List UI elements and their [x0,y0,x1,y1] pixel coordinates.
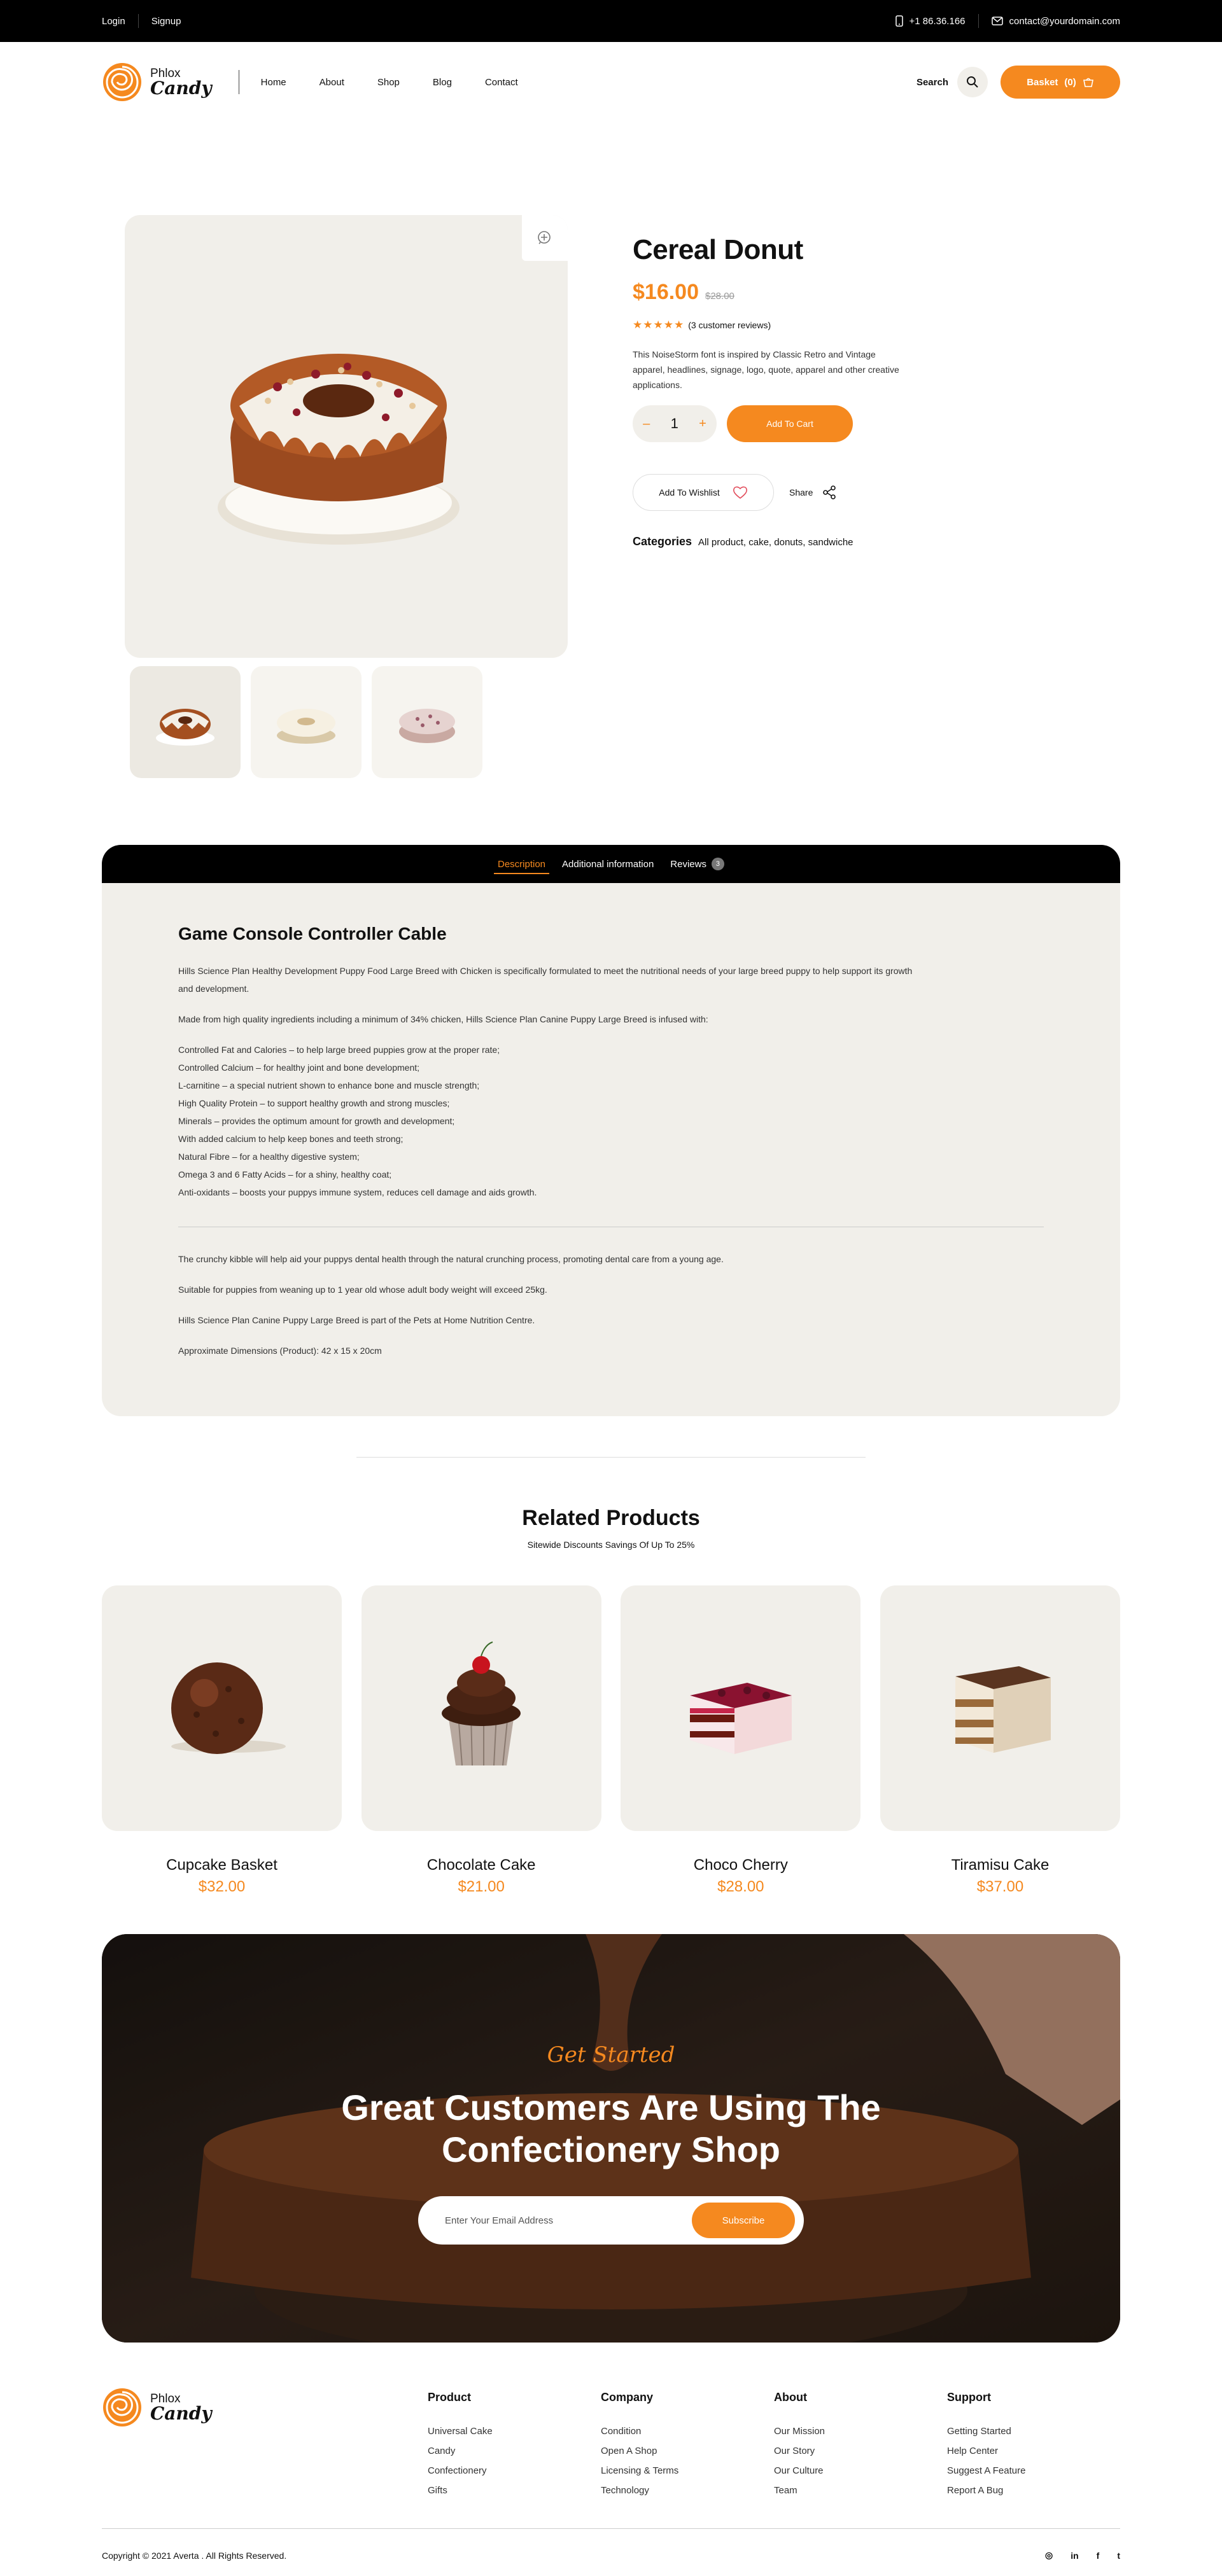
zoom-in-icon [537,230,553,246]
footer-column-title: Product [428,2391,472,2404]
logo-line1: Phlox [150,2392,181,2405]
donut-cake-thumb [150,693,220,751]
footer-column-title: Support [947,2391,991,2404]
product-image[interactable] [102,1585,342,1831]
related-products-section [0,1458,1222,1896]
list-item: L-carnitine – a special nutrient shown to enhance bone and muscle strength; [178,1080,480,1090]
phone-icon [895,15,903,27]
divider [102,2528,1120,2529]
footer-link[interactable]: Candy [428,2446,456,2456]
subscribe-button[interactable]: Subscribe [692,2203,795,2238]
basket-label: Basket [1027,76,1058,88]
choco-cherry-cake-image [671,1645,811,1772]
email-input[interactable] [445,2215,692,2226]
product-info [633,234,932,548]
banner-title: Great Customers Are Using The Confectionery Shop [341,2087,881,2169]
cream-cake-thumb [271,693,341,751]
footer-column-support [947,2391,1120,2505]
categories-value[interactable]: All product, cake, donuts, sandwiche [698,537,853,548]
product-old-price: $28.00 [705,291,734,302]
footer-column-company [601,2391,774,2505]
list-item: Omega 3 and 6 Fatty Acids – for a shiny, healthy coat; [178,1169,392,1180]
related-title: Related Products [522,1506,700,1530]
basket-count: (0) [1064,76,1076,88]
reviews-link[interactable]: (3 customer reviews) [688,320,771,330]
list-item: Minerals – provides the optimum amount for growth and development; [178,1116,455,1126]
tab-bar [102,845,1120,883]
phone-info [895,15,966,27]
product-price: $16.00 [633,280,699,304]
footer-link[interactable]: Confectionery [428,2465,487,2476]
categories-label: Categories [633,535,692,548]
description-paragraph: Made from high quality ingredients including a minimum of 34% chicken, Hills Science Plan Canine Puppy Large Breed is infused with: [178,1014,708,1024]
logo-line2: Candy [150,77,212,99]
instagram-icon[interactable]: ◎ [1044,2550,1053,2560]
product-section [0,122,1222,845]
footer-link[interactable]: Open A Shop [601,2446,657,2456]
donut-cake-image [125,215,568,658]
nav-contact[interactable]: Contact [484,76,518,88]
nav-about[interactable]: About [319,76,344,88]
nav-shop[interactable]: Shop [377,76,400,88]
footer-link[interactable]: Licensing & Terms [601,2465,679,2476]
wishlist-label: Add To Wishlist [659,487,720,498]
description-paragraph: Suitable for puppies from weaning up to 1 year old whose adult body weight will exceed 25kg. [178,1285,547,1295]
thumbnail-3[interactable] [372,666,482,778]
twitter-icon[interactable]: t [1117,2550,1120,2561]
share-icon [822,485,837,500]
add-to-cart-button[interactable]: Add To Cart [727,405,853,442]
search-area[interactable] [916,67,988,97]
site-footer [102,2382,1120,2576]
list-item: Anti-oxidants – boosts your puppys immune system, reduces cell damage and aids growth. [178,1187,537,1197]
description-paragraph: Approximate Dimensions (Product): 42 x 15 x 20cm [178,1346,382,1356]
share-button[interactable] [789,485,837,500]
ingredient-list [178,1041,1044,1201]
footer-link[interactable]: Help Center [947,2446,999,2456]
divider [138,14,139,28]
description-paragraph: Hills Science Plan Canine Puppy Large Breed is part of the Pets at Home Nutrition Centre. [178,1315,535,1325]
related-product-card[interactable] [880,1585,1120,1896]
nav-home[interactable]: Home [260,76,286,88]
footer-link[interactable]: Universal Cake [428,2426,493,2437]
list-item: With added calcium to help keep bones and teeth strong; [178,1134,404,1144]
product-price: $32.00 [198,1878,246,1895]
tab-reviews-label: Reviews [670,858,706,870]
phone-number: +1 86.36.166 [909,15,966,27]
footer-logo[interactable] [102,2387,212,2428]
logo-line2: Candy [150,2402,212,2424]
social-links [1045,2550,1120,2561]
product-image[interactable] [880,1585,1120,1831]
footer-column-title: About [774,2391,807,2404]
footer-column-about [774,2391,947,2505]
footer-link[interactable]: Suggest A Feature [947,2465,1026,2476]
related-subtitle: Sitewide Discounts Savings Of Up To 25% [527,1540,695,1550]
tab-description[interactable]: Description [494,845,549,883]
product-name[interactable]: Cupcake Basket [166,1856,277,1874]
product-rating [633,319,932,331]
list-item: Controlled Fat and Calories – to help large breed puppies grow at the proper rate; [178,1045,500,1055]
newsletter-banner [102,1934,1120,2343]
newsletter-form [418,2196,804,2245]
product-main-image[interactable] [125,215,568,658]
footer-link[interactable]: Gifts [428,2485,447,2496]
login-link[interactable]: Login [102,15,125,27]
list-item: Controlled Calcium – for healthy joint and bone development; [178,1062,420,1073]
thumbnail-1[interactable] [130,666,241,778]
search-label[interactable]: Search [916,76,948,88]
chocolate-truffle-image [146,1638,298,1778]
footer-link[interactable]: Report A Bug [947,2485,1004,2496]
footer-link[interactable]: Our Mission [774,2426,825,2437]
product-name[interactable]: Tiramisu Cake [951,1856,1050,1874]
basket-button[interactable] [1001,66,1120,99]
top-bar [0,0,1222,42]
berry-cake-thumb [392,693,462,751]
copyright-text: Copyright © 2021 Averta . All Rights Reserved. [102,2550,287,2561]
divider [978,14,979,28]
tab-additional-information[interactable]: Additional information [562,858,654,870]
footer-link[interactable]: Our Story [774,2446,815,2456]
footer-link[interactable]: Getting Started [947,2426,1011,2437]
nav-blog[interactable]: Blog [432,76,452,88]
signup-link[interactable]: Signup [151,15,181,27]
mail-icon [992,17,1003,25]
product-price: $28.00 [717,1878,764,1895]
description-content [102,883,1120,1360]
tab-reviews[interactable] [666,845,728,883]
product-title: Cereal Donut [633,234,803,265]
basket-icon [1083,77,1094,87]
facebook-icon[interactable]: f [1096,2550,1100,2561]
add-to-wishlist-button[interactable] [633,474,774,511]
logo-swirl-icon [102,2387,143,2428]
footer-link[interactable]: Team [774,2485,797,2496]
footer-link[interactable]: Our Culture [774,2465,824,2476]
search-button[interactable] [957,67,988,97]
quantity-stepper [633,405,717,442]
product-thumbnails [130,666,482,778]
reviews-count-badge: 3 [712,858,724,870]
product-image[interactable] [362,1585,601,1831]
tiramisu-cake-image [930,1638,1070,1778]
email-info[interactable] [992,16,1120,27]
product-short-description: This NoiseStorm font is inspired by Classic Retro and Vintage apparel, headlines, signage, logo, quote, apparel and other creative applications. [633,349,899,390]
related-product-card[interactable] [102,1585,342,1896]
linkedin-icon[interactable]: in [1071,2550,1079,2561]
rating-stars-icon: ★★★★★ [633,319,685,331]
quantity-value[interactable]: 1 [670,415,678,431]
main-nav [261,77,518,88]
description-paragraph: Hills Science Plan Healthy Development Puppy Food Large Breed with Chicken is specifically formulated to meet the nutritional needs of your large breed puppy to help support its growth and development. [178,966,913,994]
footer-column-product [428,2391,601,2505]
email-address: contact@yourdomain.com [1009,15,1120,27]
related-product-card[interactable] [362,1585,601,1896]
product-price: $37.00 [976,1878,1024,1895]
product-tabs-panel [102,845,1120,1416]
site-header [0,42,1222,122]
increase-button[interactable]: + [699,416,706,431]
banner-eyebrow: Get Started [547,2042,675,2068]
share-label: Share [789,487,813,498]
description-title: Game Console Controller Cable [178,924,447,943]
product-categories [633,535,932,548]
thumbnail-2[interactable] [251,666,362,778]
site-logo[interactable] [102,62,212,102]
product-price: $21.00 [458,1878,505,1895]
chocolate-cupcake-image [418,1632,545,1785]
decrease-button[interactable]: – [643,416,650,431]
footer-column-title: Company [601,2391,654,2404]
description-paragraph: The crunchy kibble will help aid your puppys dental health through the natural crunching process, promoting dental care from a young age. [178,1254,724,1264]
list-item: High Quality Protein – to support healthy growth and strong muscles; [178,1098,450,1108]
product-name[interactable]: Choco Cherry [693,1856,788,1874]
search-icon [966,76,979,88]
product-image[interactable] [621,1585,860,1831]
related-product-card[interactable] [621,1585,860,1896]
footer-link[interactable]: Condition [601,2426,642,2437]
zoom-button[interactable] [522,215,568,261]
footer-link[interactable]: Technology [601,2485,649,2496]
logo-line1: Phlox [150,66,181,80]
list-item: Natural Fibre – for a healthy digestive system; [178,1152,360,1162]
logo-swirl-icon [102,62,143,102]
product-name[interactable]: Chocolate Cake [426,1856,536,1874]
heart-icon [733,485,748,499]
